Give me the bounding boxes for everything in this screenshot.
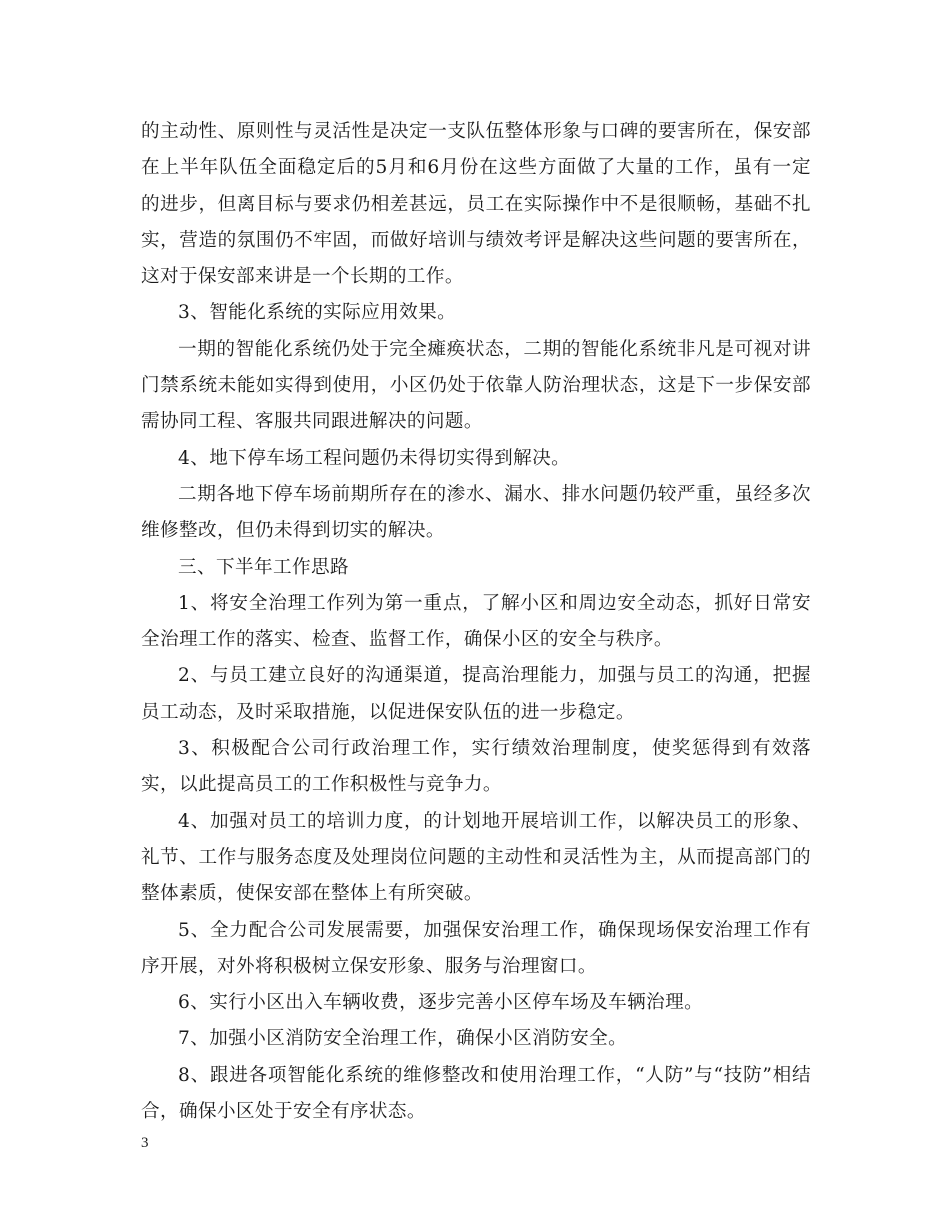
section-heading-smart-system: 3、智能化系统的实际应用效果。 <box>178 302 457 324</box>
page-number: 3 <box>141 1135 149 1151</box>
paragraph-smart-system: 一期的智能化系统仍处于完全瘫痪状态，二期的智能化系统非凡是可视对讲门禁系统未能如实得到使用，小区仍处于依靠人防治理状态，这是下一步保安部需协同工程、客服共同跟进解决的问题。 <box>141 338 811 433</box>
paragraph-continued: 的主动性、原则性与灵活性是决定一支队伍整体形象与口碑的要害所在，保安部在上半年队伍全面稳定后的5月和6月份在这些方面做了大量的工作，虽有一定的进步，但离目标与要求仍相差甚远，员工在实际操作中不是很顺畅，基础不扎实，营造的氛围仍不牢固，而做好培训与绩效考评是解决这些问题的要害所在，这对于保安部来讲是一个长期的工作。 <box>141 121 811 288</box>
plan-item-5: 5、全力配合公司发展需要，加强保安治理工作，确保现场保安治理工作有序开展，对外将积极树立保安形象、服务与治理窗口。 <box>141 919 811 977</box>
paragraph-parking: 二期各地下停车场前期所存在的渗水、漏水、排水问题仍较严重，虽经多次维修整改，但仍未得到切实的解决。 <box>141 483 811 542</box>
section-heading-parking: 4、地下停车场工程问题仍未得切实得到解决。 <box>178 447 571 469</box>
document-body <box>141 114 811 1130</box>
plan-item-6: 6、实行小区出入车辆收费，逐步完善小区停车场及车辆治理。 <box>178 992 704 1014</box>
plan-item-4: 4、加强对员工的培训力度，的计划地开展培训工作，以解决员工的形象、礼节、工作与服务态度及处理岗位问题的主动性和灵活性为主，从而提高部门的整体素质，使保安部在整体上有所突破。 <box>141 810 811 905</box>
plan-item-3: 3、积极配合公司行政治理工作，实行绩效治理制度，使奖惩得到有效落实，以此提高员工的工作积极性与竞争力。 <box>141 738 811 796</box>
plan-item-8: 8、跟进各项智能化系统的维修整改和使用治理工作，“人防”与“技防”相结合，确保小区处于安全有序状态。 <box>141 1064 811 1123</box>
plan-item-7: 7、加强小区消防安全治理工作，确保小区消防安全。 <box>178 1028 628 1050</box>
plan-item-1: 1、将安全治理工作列为第一重点，了解小区和周边安全动态，抓好日常安全治理工作的落实、检查、监督工作，确保小区的安全与秩序。 <box>141 592 811 651</box>
plan-item-2: 2、与员工建立良好的沟通渠道，提高治理能力，加强与员工的沟通，把握员工动态，及时采取措施，以促进保安队伍的进一步稳定。 <box>141 665 811 723</box>
section-heading-plan: 三、下半年工作思路 <box>178 556 349 578</box>
